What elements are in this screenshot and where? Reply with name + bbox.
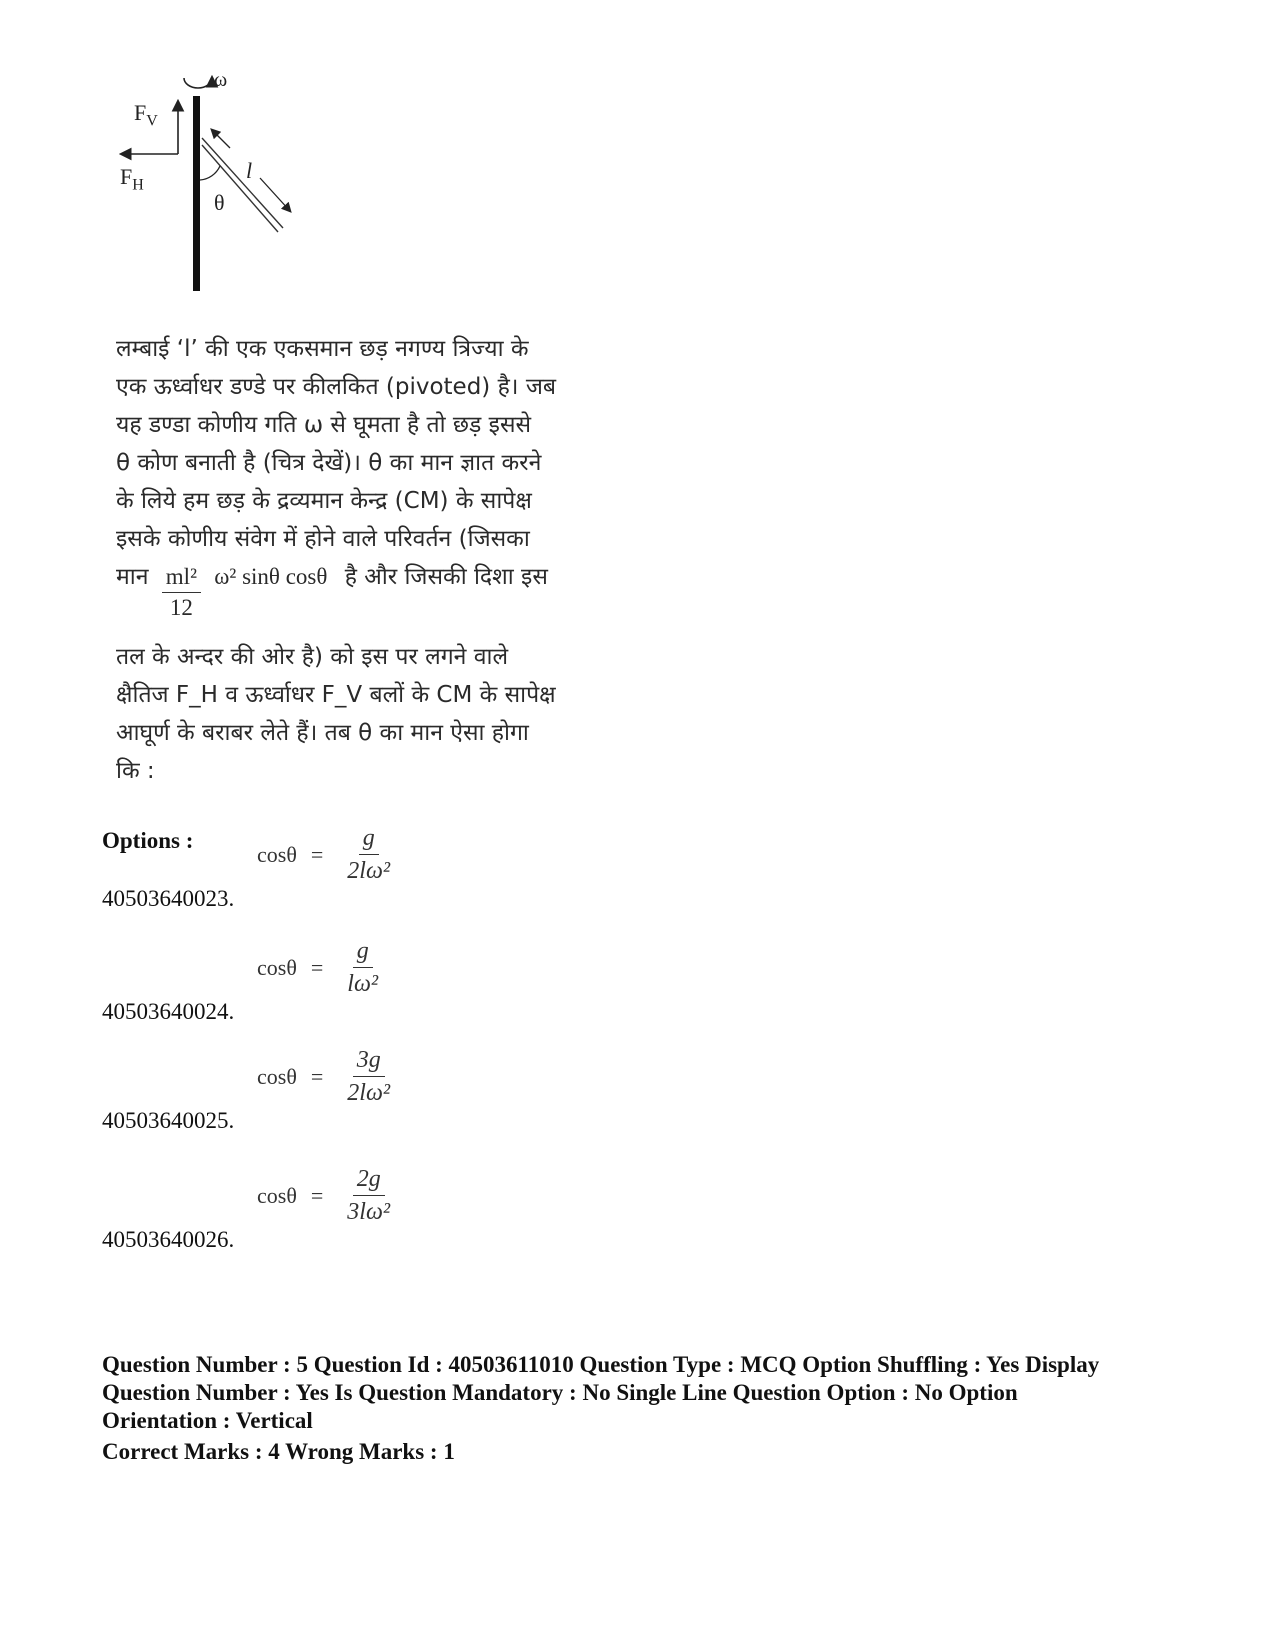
option-id: 40503640025. [102,1108,235,1133]
option-1[interactable] [102,822,702,912]
option-2[interactable] [102,935,702,1025]
meta-line-3: Orientation : Vertical [102,1408,313,1433]
inclined-rod-edge-b [202,145,278,232]
length-arrow-up [212,130,230,148]
option-equation: cosθ = $\frac{g}{\text{2lω²}}$ [257,822,400,887]
vertical-rod [193,96,200,291]
option-equation: cosθ = $\frac{2g}{\text{3lω²}}$ [257,1163,400,1228]
formula-fraction [162,562,201,623]
question-meta [102,1351,1202,1435]
theta-label: θ [214,190,225,215]
passage-line: आघूर्ण के बराबर लेते हैं। तब θ का मान ऐसा होगा [116,720,529,746]
length-arrow-down [260,178,290,211]
passage-line: तल के अन्दर की ओर है) को इस पर लगने वाले [116,644,509,670]
option-4[interactable] [102,1163,702,1253]
rotation-arrow [184,78,212,88]
fv-label: $F_V$ [134,100,158,130]
passage-line: इसके कोणीय संवेग में होने वाले परिवर्तन (जिसका [116,526,530,552]
formula-line [116,558,616,638]
option-id: 40503640023. [102,886,235,911]
formula-suffix: है और जिसकी दिशा इस [344,564,548,590]
fh-label: $F_H$ [120,164,144,194]
formula-denominator: 12 [169,595,193,620]
passage-line: θ कोण बनाती है (चित्र देखें)। θ का मान ज्ञात करने [116,450,542,476]
marks-line: Correct Marks : 4 Wrong Marks : 1 [102,1439,455,1464]
theta-arc [200,166,220,180]
question-passage [116,330,616,790]
options-heading: Options : [102,828,194,853]
formula-prefix: मान [116,564,149,590]
option-id: 40503640024. [102,999,235,1024]
option-equation: cosθ = $\frac{g}{\text{lω²}}$ [257,935,388,1000]
meta-line-1: Question Number : 5 Question Id : 40503611010 Question Type : MCQ Option Shuffling : Yes Display [102,1352,1100,1377]
passage-line: यह डण्डा कोणीय गति ω से घूमता है तो छड़ इससे [116,412,532,438]
option-3[interactable] [102,1044,702,1134]
rod-diagram [110,68,320,308]
omega-label: ω [214,69,228,91]
option-id: 40503640026. [102,1227,235,1252]
meta-line-2: Question Number : Yes Is Question Mandatory : No Single Line Question Option : No Option [102,1380,1018,1405]
formula-numerator: ml² [162,562,201,593]
passage-line: एक ऊर्ध्वाधर डण्डे पर कीलकित (pivoted) है। जब [116,374,557,400]
option-equation: cosθ = $\frac{3g}{\text{2lω²}}$ [257,1044,400,1109]
passage-line: लम्बाई ‘l’ की एक एकसमान छड़ नगण्य त्रिज्या के [116,336,529,362]
passage-line: के लिये हम छड़ के द्रव्यमान केन्द्र (CM) के सापेक्ष [116,488,532,514]
passage-line: क्षैतिज F_H व ऊर्ध्वाधर F_V बलों के CM के सापेक्ष [116,682,556,708]
formula-rest: ω² sinθ cosθ [214,564,328,589]
length-label: l [246,158,253,183]
passage-line: कि : [116,758,155,784]
